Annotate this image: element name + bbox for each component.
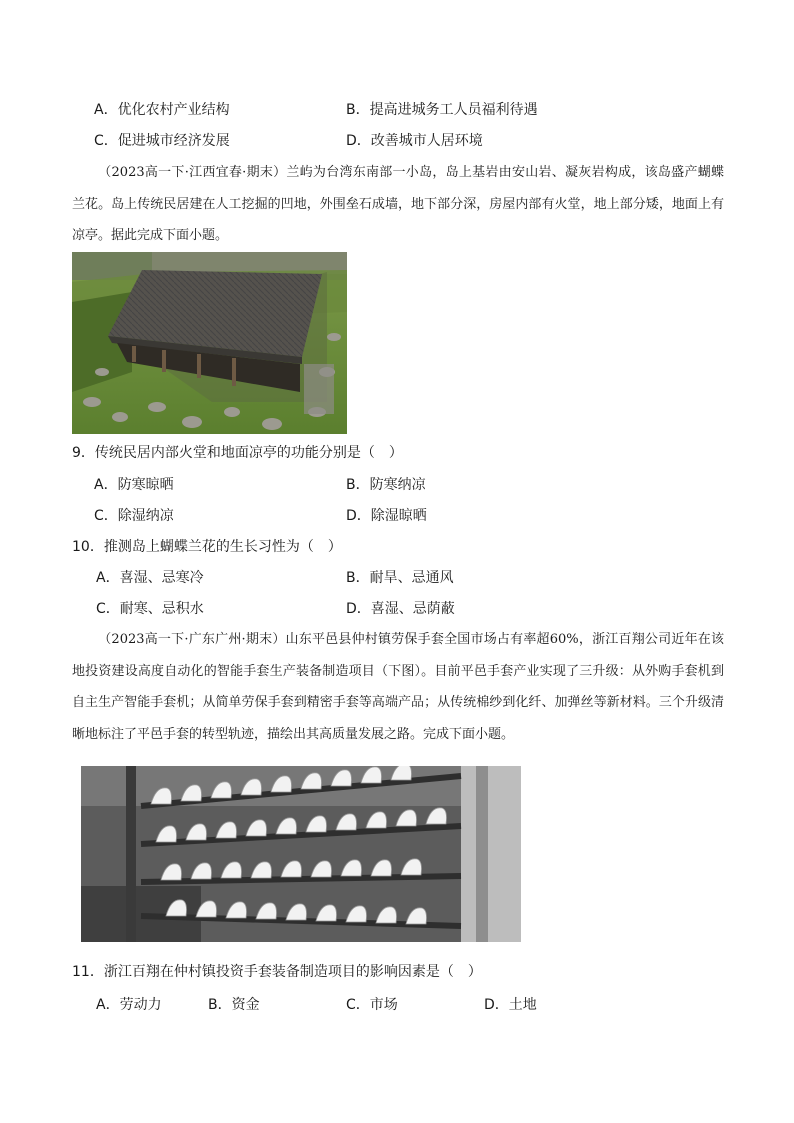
- q10-option-c: C．耐寒、忌积水: [96, 601, 204, 617]
- q11-option-a: A．劳动力: [96, 997, 162, 1013]
- q9-option-a: A．防寒晾晒: [94, 477, 174, 493]
- q11-option-c: C．市场: [346, 997, 398, 1013]
- q10-option-a: A．喜湿、忌寒冷: [96, 570, 204, 586]
- q8-option-c: C．促进城市经济发展: [94, 133, 230, 149]
- traditional-house-illustration: [72, 252, 347, 434]
- q8-option-a: A．优化农村产业结构: [94, 102, 230, 118]
- q11-stem: 11．浙江百翔在仲村镇投资手套装备制造项目的影响因素是（ ）: [72, 964, 482, 980]
- q10-option-b: B．耐旱、忌通风: [346, 570, 454, 586]
- passage-gloves-text: （2023高一下·广东广州·期末）山东平邑县仲村镇劳保手套全国市场占有率超60%，浙江百翔公司近年在该地投资建设高度自动化的智能手套生产装备制造项目（下图）。目前平邑手套产业实现了三升级：从外购手套机到自主生产智能手套机；从简单劳保手套到精密手套等高端产品；从传统棉纱到化纤、加弹丝等新材料。三个升级清晰地标注了平邑手套的转型轨迹，描绘出其高质量发展之路。完成下面小题。: [72, 632, 724, 742]
- passage-lanyu: [72, 157, 724, 252]
- q8-option-d: D．改善城市人居环境: [346, 133, 483, 149]
- q9-stem: 9．传统民居内部火堂和地面凉亭的功能分别是（ ）: [72, 445, 403, 461]
- passage-lanyu-text: （2023高一下·江西宜春·期末）兰屿为台湾东南部一小岛，岛上基岩由安山岩、凝灰岩构成，该岛盛产蝴蝶兰花。岛上传统民居建在人工挖掘的凹地，外围垒石成墙，地下部分深，房屋内部有火堂，地上部分矮，地面上有凉亭。据此完成下面小题。: [72, 165, 724, 243]
- q9-option-c: C．除湿纳凉: [94, 508, 174, 524]
- passage-gloves: [72, 624, 724, 750]
- glove-machine-photo: [81, 766, 521, 942]
- glove-machine-illustration: [81, 766, 521, 942]
- q9-option-b: B．防寒纳凉: [346, 477, 426, 493]
- q11-option-d: D．土地: [484, 997, 537, 1013]
- q10-option-d: D．喜湿、忌荫蔽: [346, 601, 455, 617]
- q11-option-b: B．资金: [208, 997, 260, 1013]
- traditional-house-photo: [72, 252, 347, 434]
- q8-option-b: B．提高进城务工人员福利待遇: [346, 102, 538, 118]
- q10-stem: 10．推测岛上蝴蝶兰花的生长习性为（ ）: [72, 539, 342, 555]
- q9-option-d: D．除湿晾晒: [346, 508, 427, 524]
